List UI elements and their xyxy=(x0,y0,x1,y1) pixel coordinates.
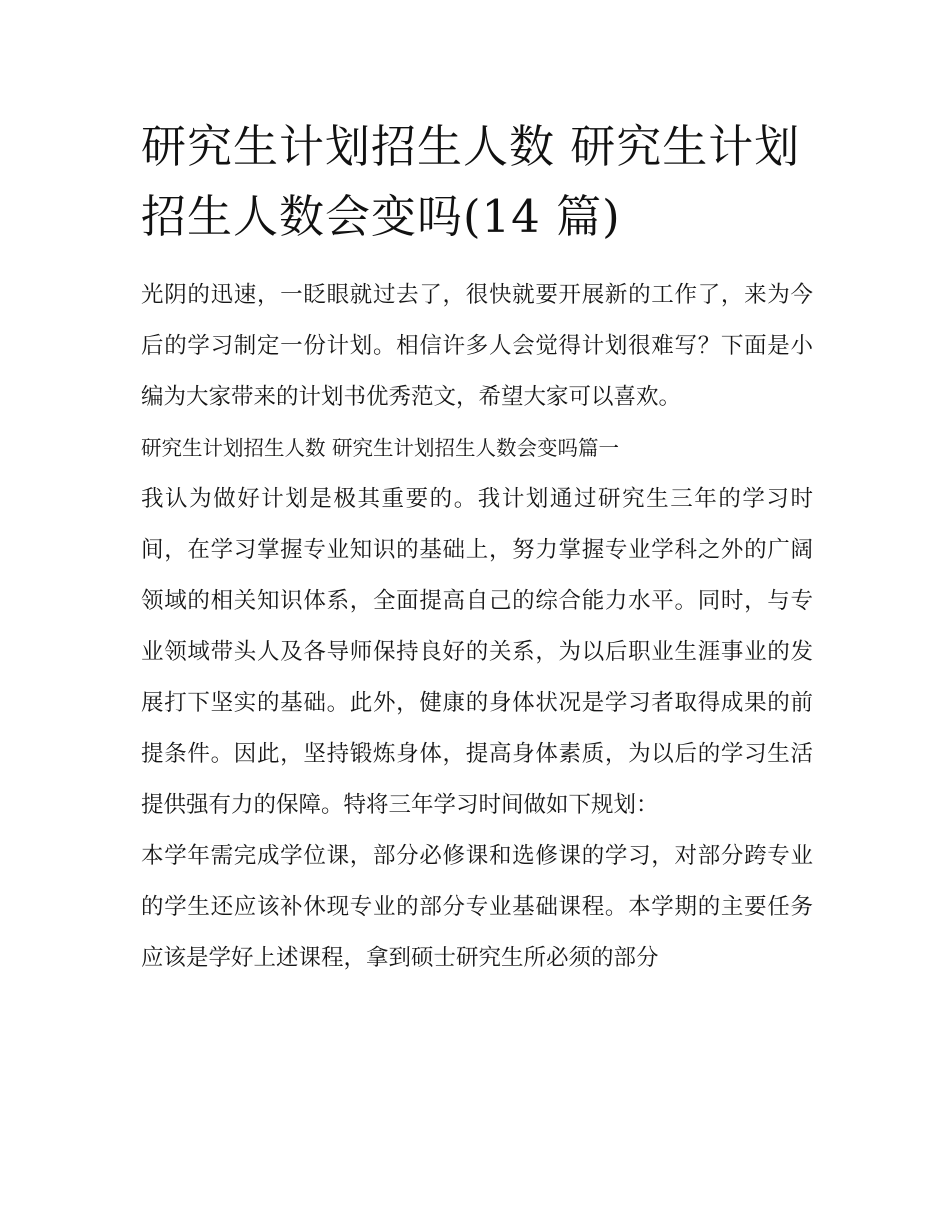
body-paragraph-1: 我认为做好计划是极其重要的。我计划通过研究生三年的学习时间，在学习掌握专业知识的基础上，努力掌握专业学科之外的广阔领域的相关知识体系，全面提高自己的综合能力水平。同时，与专业领域带头人及各导师保持良好的关系，为以后职业生涯事业的发展打下坚实的基础。此外，健康的身体状况是学习者取得成果的前提条件。因此，坚持锻炼身体，提高身体素质，为以后的学习生活提供强有力的保障。特将三年学习时间做如下规划： xyxy=(141,486,813,818)
body-paragraph-2: 本学年需完成学位课，部分必修课和选修课的学习，对部分跨专业的学生还应该补休现专业的部分专业基础课程。本学期的主要任务应该是学好上述课程，拿到硕士研究生所必须的部分 xyxy=(141,843,813,971)
document-title: 研究生计划招生人数 研究生计划招生人数会变吗(14 篇) xyxy=(141,120,801,243)
section-heading: 研究生计划招生人数 研究生计划招生人数会变吗篇一 xyxy=(141,436,620,460)
document-page xyxy=(141,112,813,984)
intro-paragraph: 光阴的迅速，一眨眼就过去了，很快就要开展新的工作了，来为今后的学习制定一份计划。相信许多人会觉得计划很难写？下面是小编为大家带来的计划书优秀范文，希望大家可以喜欢。 xyxy=(141,282,813,410)
